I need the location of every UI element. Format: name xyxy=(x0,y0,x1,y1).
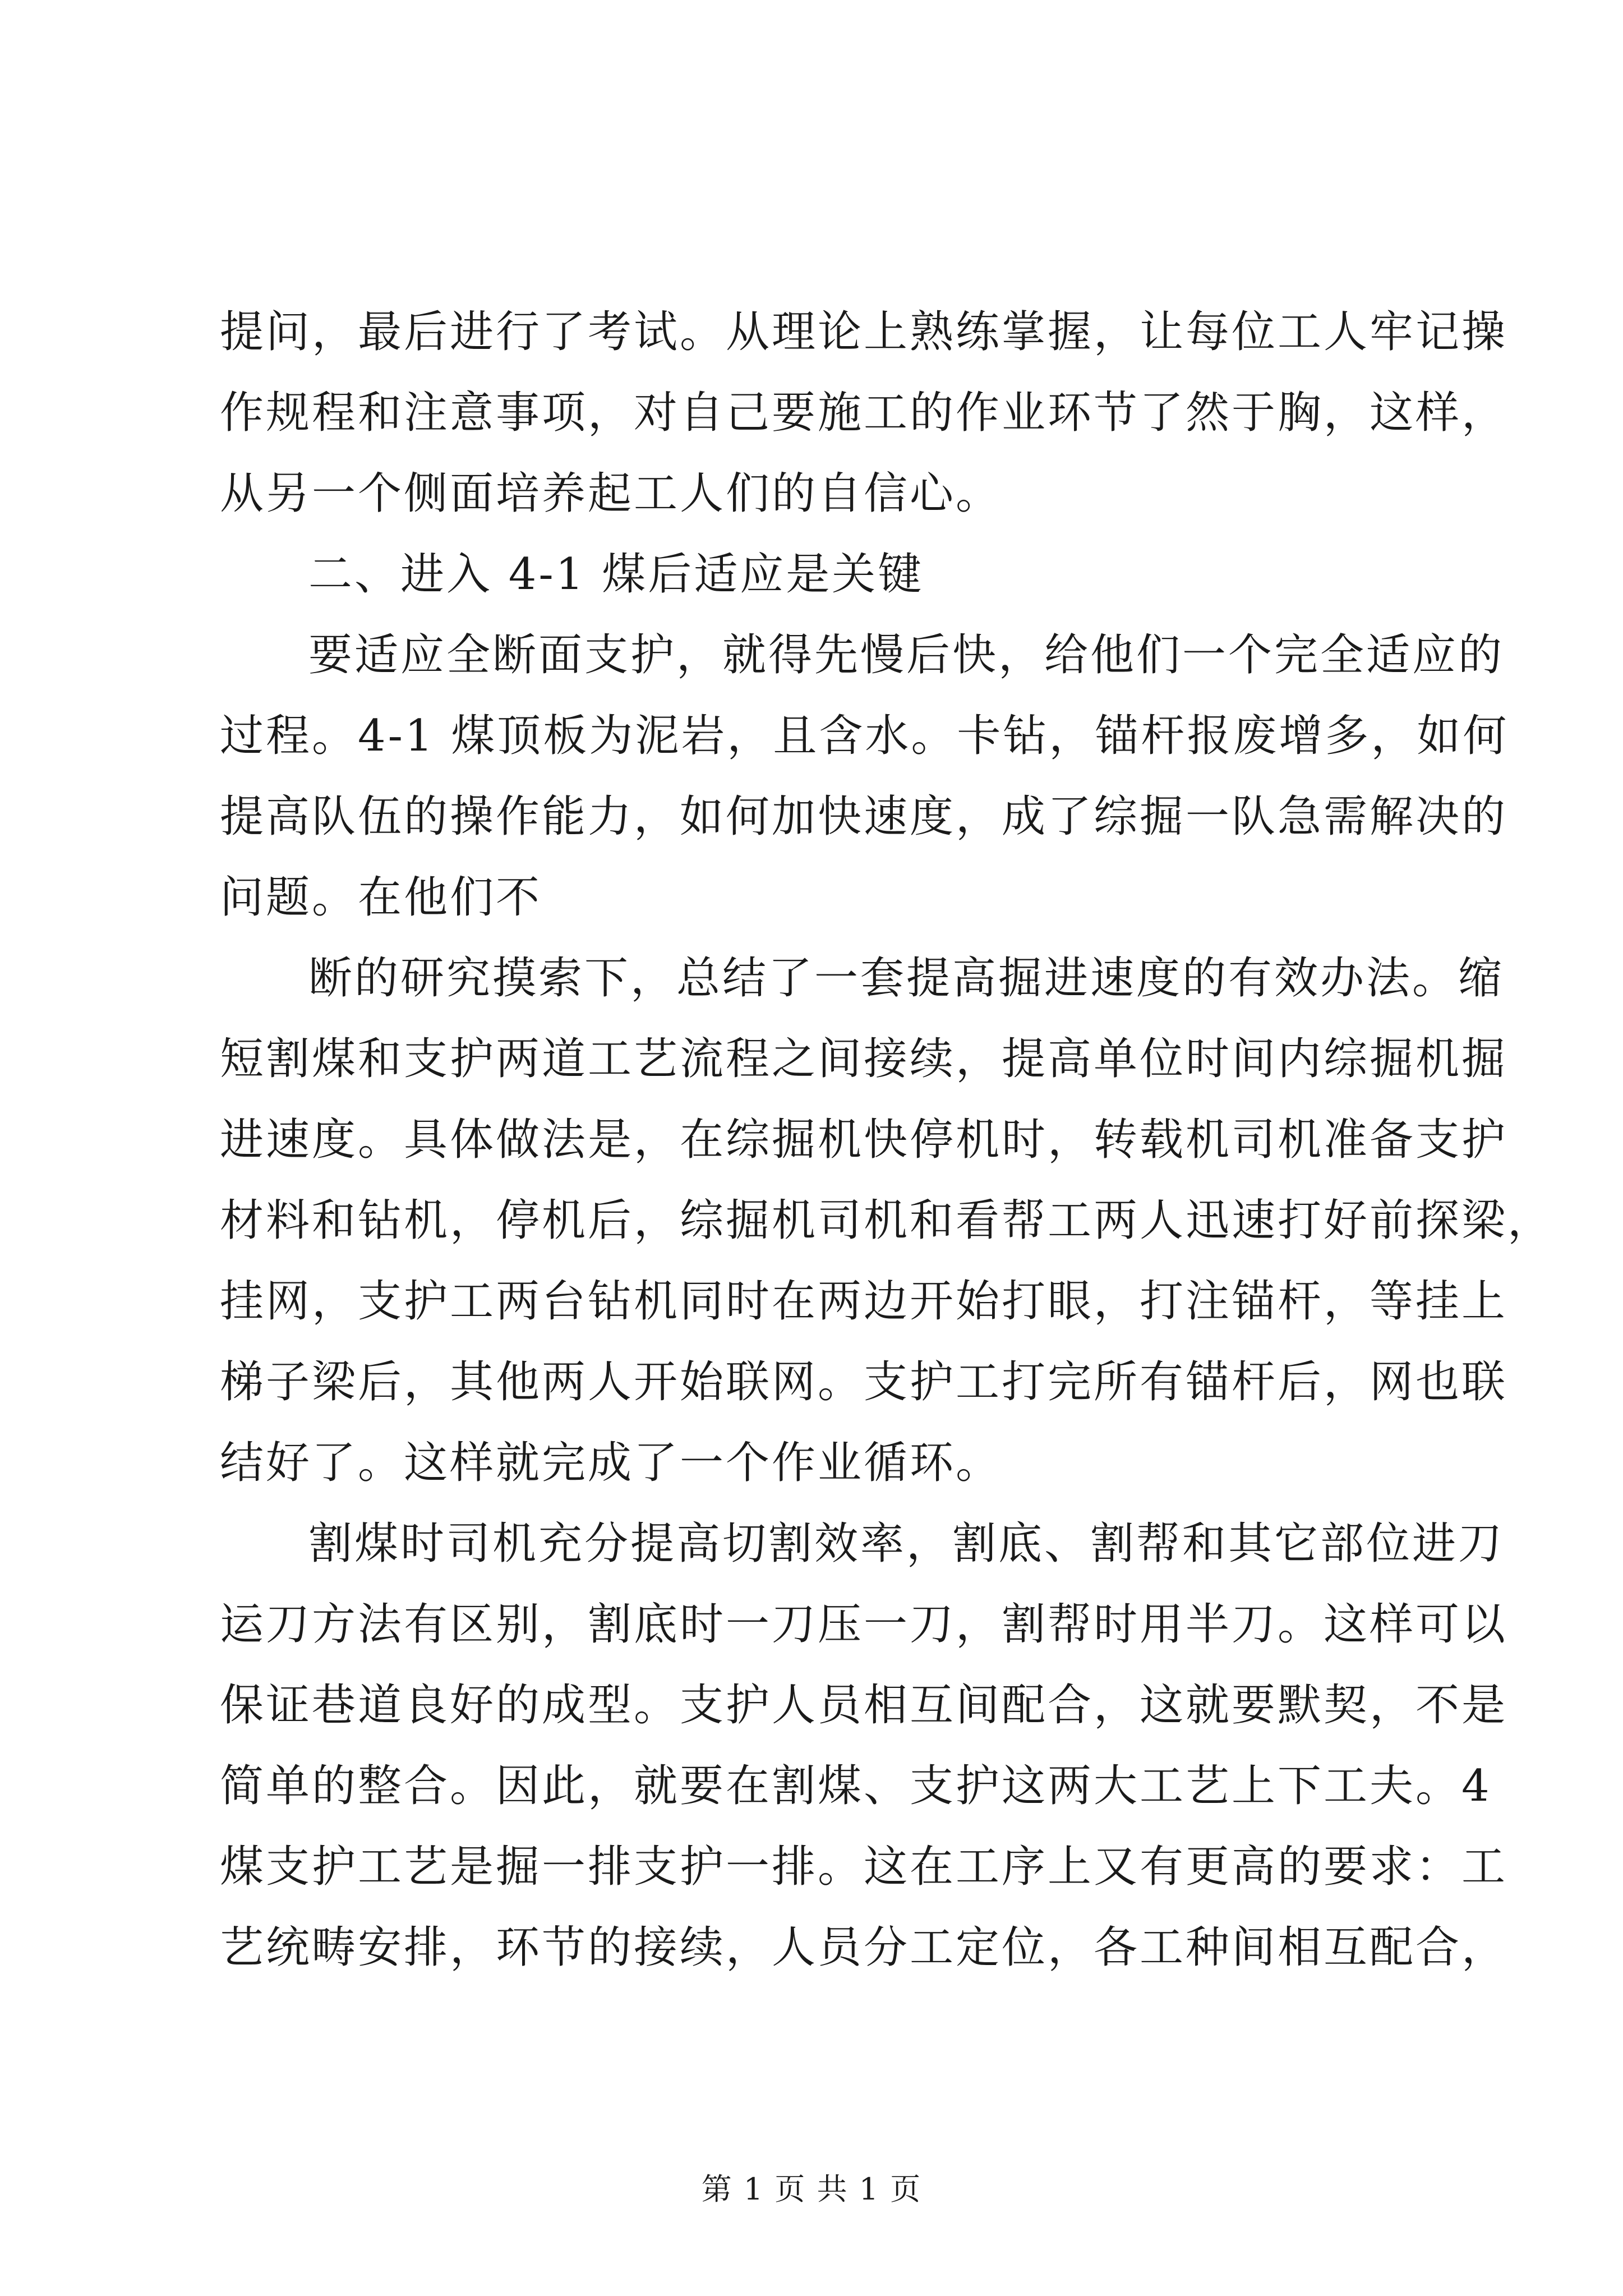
text-line: 提问，最后进行了考试。从理论上熟练掌握，让每位工人牢记操 xyxy=(220,307,1508,357)
page-footer xyxy=(0,2165,1623,2208)
text-line: 挂网，支护工两台钻机同时在两边开始打眼，打注锚杆，等挂上 xyxy=(220,1276,1508,1327)
text-line: 从另一个侧面培养起工人们的自信心。 xyxy=(220,468,1002,519)
text-line: 简单的整合。因此，就要在割煤、支护这两大工艺上下工夫。4 xyxy=(220,1761,1492,1811)
text-line: 割煤时司机充分提高切割效率，割底、割帮和其它部位进刀 xyxy=(308,1519,1505,1569)
text-line: 进速度。具体做法是，在综掘机快停机时，转载机司机准备支护 xyxy=(220,1115,1508,1165)
text-line: 保证巷道良好的成型。支护人员相互间配合，这就要默契，不是 xyxy=(220,1680,1508,1731)
text-line: 材料和钻机，停机后，综掘机司机和看帮工两人迅速打好前探梁， xyxy=(220,1195,1554,1246)
text-line: 短割煤和支护两道工艺流程之间接续，提高单位时间内综掘机掘 xyxy=(220,1034,1508,1084)
text-line: 煤支护工艺是掘一排支护一排。这在工序上又有更高的要求：工 xyxy=(220,1842,1508,1892)
text-line: 要适应全断面支护，就得先慢后快，给他们一个完全适应的 xyxy=(308,630,1505,680)
text-line: 断的研究摸索下，总结了一套提高掘进速度的有效办法。缩 xyxy=(308,953,1505,1004)
text-line: 结好了。这样就完成了一个作业循环。 xyxy=(220,1438,1002,1488)
text-line: 问题。在他们不 xyxy=(220,872,542,923)
body-text xyxy=(220,292,1554,1988)
text-line: 运刀方法有区别，割底时一刀压一刀，割帮时用半刀。这样可以 xyxy=(220,1599,1508,1650)
text-line: 梯子梁后，其他两人开始联网。支护工打完所有锚杆后，网也联 xyxy=(220,1357,1508,1407)
text-line: 作规程和注意事项，对自己要施工的作业环节了然于胸，这样， xyxy=(220,388,1508,438)
text-line: 过程。4-1 煤顶板为泥岩，且含水。卡钻，锚杆报废增多，如何 xyxy=(220,711,1509,761)
text-line: 提高队伍的操作能力，如何加快速度，成了综掘一队急需解决的 xyxy=(220,792,1508,842)
section-heading: 二、进入 4-1 煤后适应是关键 xyxy=(308,549,924,600)
page-number: 第 1 页 共 1 页 xyxy=(701,2171,922,2207)
text-line: 艺统畴安排，环节的接续，人员分工定位，各工种间相互配合， xyxy=(220,1922,1508,1973)
